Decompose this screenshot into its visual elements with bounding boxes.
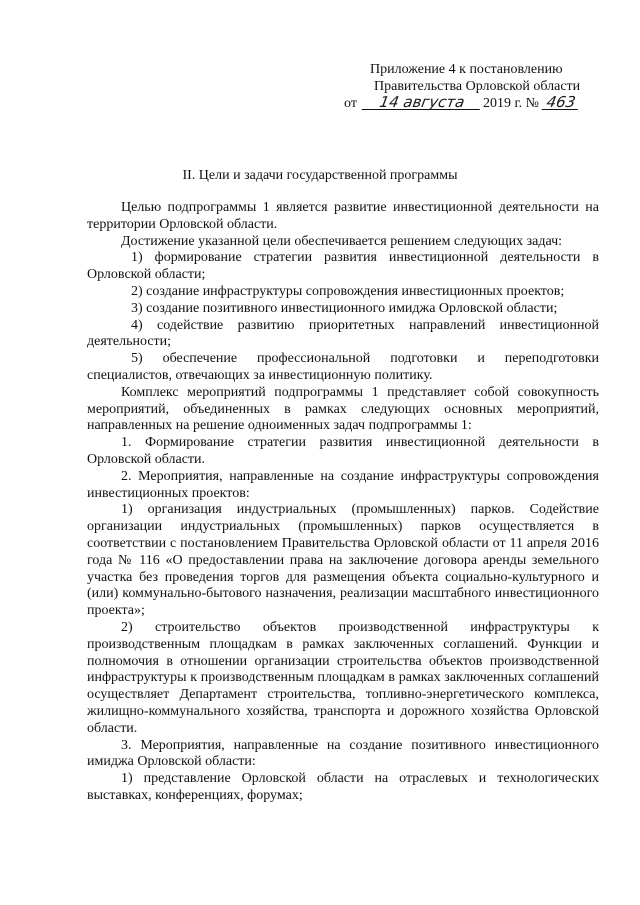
measure-2-item-2: 2) строительство объектов производственной инфраструктуры к производственным площадкам в рамках заключенных соглашений. Функции и полномочия в отношении организации строительства объектов производственной инфраструктуры к производственным площадкам в рамках заключенных соглашений осуществляет Департамент строительства, топливно-энергетического комплекса, жилищно-коммунального хозяйства, транспорта и дорожного хозяйства Орловской области. [87,619,599,736]
header-line-1: Приложение 4 к постановлению [370,62,563,77]
measure-1: 1. Формирование стратегии развития инвестиционной деятельности в Орловской области. [87,435,599,467]
header-prefix: от [344,96,357,111]
measure-3-item-1: 1) представление Орловской области на отраслевых и технологических выставках, конференциях, форумах; [87,771,599,803]
paragraph-complex: Комплекс мероприятий подпрограммы 1 представляет собой совокупность мероприятий, объединенных в рамках следующих основных мероприятий, направленных на решение одноименных задач подпрограммы 1: [87,384,599,434]
header-year: 2019 г. № [482,96,539,111]
task-item-1: 1) формирование стратегии развития инвестиционной деятельности в Орловской области; [87,250,599,283]
paragraph-goal: Целью подпрограммы 1 является развитие инвестиционной деятельности на территории Орловской области. [87,200,599,232]
paragraph-tasks-intro: Достижение указанной цели обеспечивается решением следующих задач: [121,233,563,249]
appendix-header [344,61,624,112]
document-body [87,200,599,805]
measure-2: 2. Мероприятия, направленные на создание инфраструктуры сопровождения инвестиционных проектов: [87,468,599,501]
task-item-2: 2) создание инфраструктуры сопровождения инвестиционных проектов; [131,283,565,299]
task-item-3: 3) создание позитивного инвестиционного имиджа Орловской области; [131,300,558,316]
measure-2-item-1: 1) организация индустриальных (промышленных) парков. Содействие организации индустриальных (промышленных) парков осуществляется в соответствии с постановлением Правительства Орловской области от 11 апреля 2016 года № 116 «О предоставлении права на заключение договора аренды земельного участка без проведения торгов для размещения объекта социально-культурного и (или) коммунально-бытового назначения, реализации масштабного инвестиционного проекта»; [87,502,599,619]
measure-3: 3. Мероприятия, направленные на создание позитивного инвестиционного имиджа Орловской области: [87,737,599,770]
task-item-5: 5) обеспечение профессиональной подготовки и переподготовки специалистов, отвечающих за инвестиционную политику. [87,351,599,383]
handwritten-date: 14 августа [362,95,483,110]
task-item-4: 4) содействие развитию приоритетных направлений инвестиционной деятельности; [87,317,599,350]
handwritten-number: 463 [542,95,581,110]
section-title: II. Цели и задачи государственной программы [182,168,458,183]
header-line-2: Правительства Орловской области [374,79,581,94]
header-line-3 [344,95,624,112]
